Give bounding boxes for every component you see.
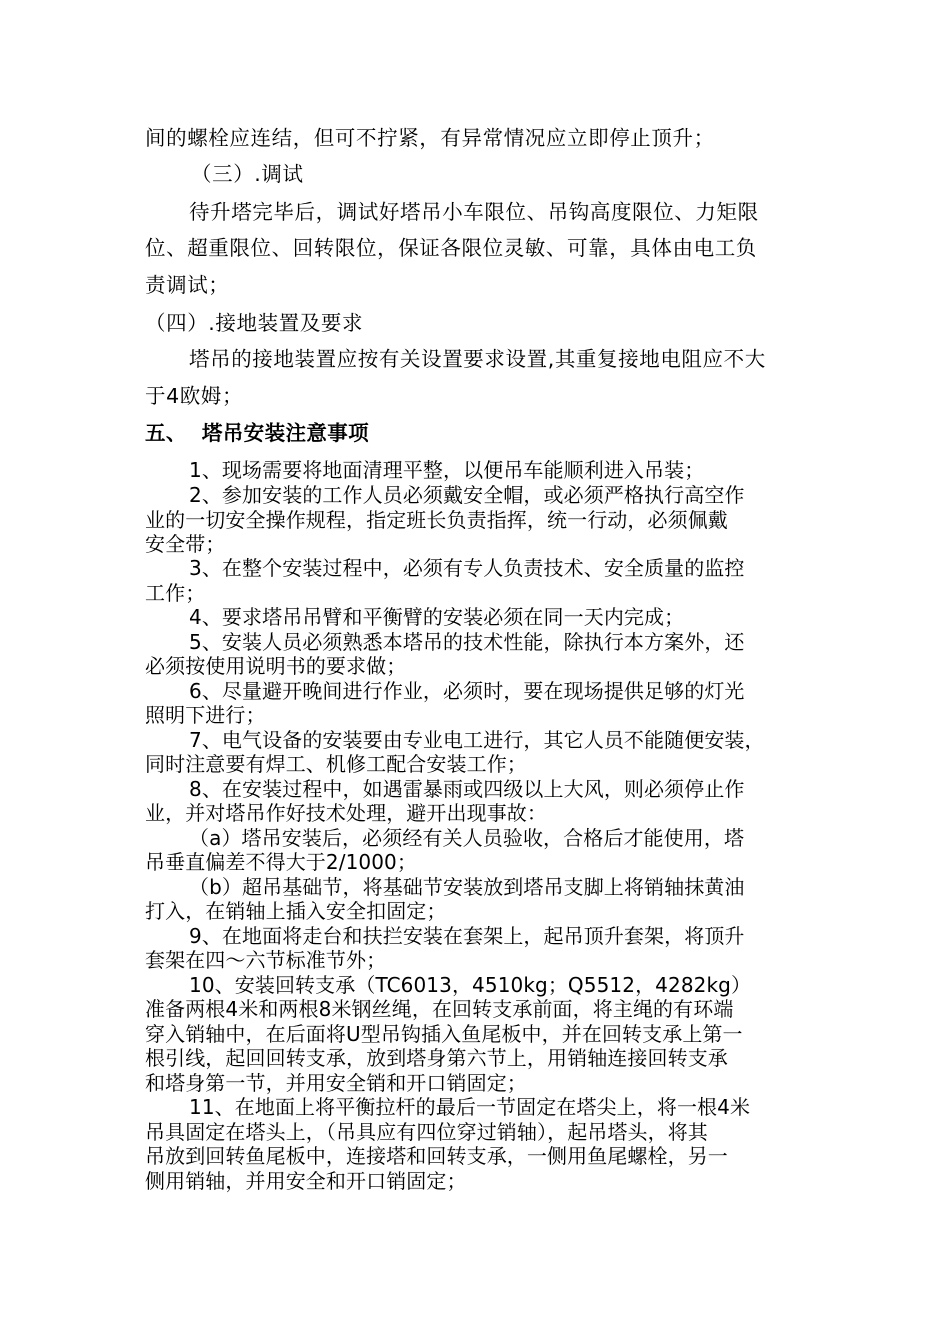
text-line: 位、超重限位、回转限位，保证各限位灵敏、可靠，具体由电工负 [145,236,757,260]
list-item: 8、在安装过程中，如遇雷暴雨或四级以上大风，则必须停止作 [189,777,745,801]
list-item: 必须按使用说明书的要求做； [145,654,407,678]
list-item: 10、安装回转支承（TC6013，4510kg；Q5512，4282kg） [189,973,752,997]
text-line: 待升塔完毕后，调试好塔吊小车限位、吊钩高度限位、力矩限 [189,200,759,224]
list-item: 11、在地面上将平衡拉杆的最后一节固定在塔尖上，将一根4米 [189,1095,751,1119]
list-item: 2、参加安装的工作人员必须戴安全帽，或必须严格执行高空作 [189,483,745,507]
list-item: 6、尽量避开晚间进行作业，必须时，要在现场提供足够的灯光 [189,679,745,703]
section-heading: 五、 塔吊安装注意事项 [145,421,370,445]
list-item: 业的一切安全操作规程，指定班长负责指挥，统一行动，必须佩戴 [145,508,728,532]
list-item: 4、要求塔吊吊臂和平衡臂的安装必须在同一天内完成； [189,605,685,629]
list-item: 安全带； [145,532,226,556]
list-item: 7、电气设备的安装要由专业电工进行，其它人员不能随便安装， [189,728,765,752]
list-item: 和塔身第一节，并用安全销和开口销固定； [145,1071,527,1095]
list-item: 打入，在销轴上插入安全扣固定； [145,899,447,923]
list-item: 侧用销轴，并用安全和开口销固定； [145,1169,467,1193]
list-item: 同时注意要有焊工、机修工配合安装工作； [145,752,527,776]
list-item: 5、安装人员必须熟悉本塔吊的技术性能，除执行本方案外，还 [189,630,745,654]
list-item: 工作； [145,581,206,605]
list-item: 照明下进行； [145,703,266,727]
list-item: （b）超吊基础节，将基础节安装放到塔吊支脚上将销轴抹黄油 [189,875,745,899]
text-line: 间的螺栓应连结，但可不拧紧，有异常情况应立即停止顶升； [145,126,715,150]
list-item: 套架在四～六节标准节外； [145,948,387,972]
list-item: 业，并对塔吊作好技术处理，避开出现事故： [145,801,547,825]
list-item: 吊具固定在塔头上，（吊具应有四位穿过销轴），起吊塔头，将其 [145,1120,708,1144]
subsection-heading: （三）.调试 [191,162,304,186]
list-item: 吊垂直偏差不得大于2/1000； [145,850,417,874]
list-item: （a）塔吊安装后，必须经有关人员验收，合格后才能使用，塔 [189,826,745,850]
list-item: 1、现场需要将地面清理平整，以便吊车能顺利进入吊装； [189,458,705,482]
list-item: 根引线，起回回转支承，放到塔身第六节上，用销轴连接回转支承 [145,1046,728,1070]
list-item: 3、在整个安装过程中，必须有专人负责技术、安全质量的监控 [189,556,745,580]
list-item: 穿入销轴中，在后面将U型吊钩插入鱼尾板中，并在回转支承上第一 [145,1022,743,1046]
list-item: 准备两根4米和两根8米钢丝绳，在回转支承前面，将主绳的有环端 [145,997,734,1021]
list-item: 吊放到回转鱼尾板中，连接塔和回转支承，一侧用鱼尾螺栓，另一 [145,1144,728,1168]
text-line: 于4欧姆； [145,384,244,408]
subsection-heading: （四）.接地装置及要求 [145,311,364,335]
list-item: 9、在地面将走台和扶拦安装在套架上，起吊顶升套架，将顶升 [189,924,745,948]
text-line: 责调试； [145,273,230,297]
text-line: 塔吊的接地装置应按有关设置要求设置,其重复接地电阻应不大 [189,347,766,371]
